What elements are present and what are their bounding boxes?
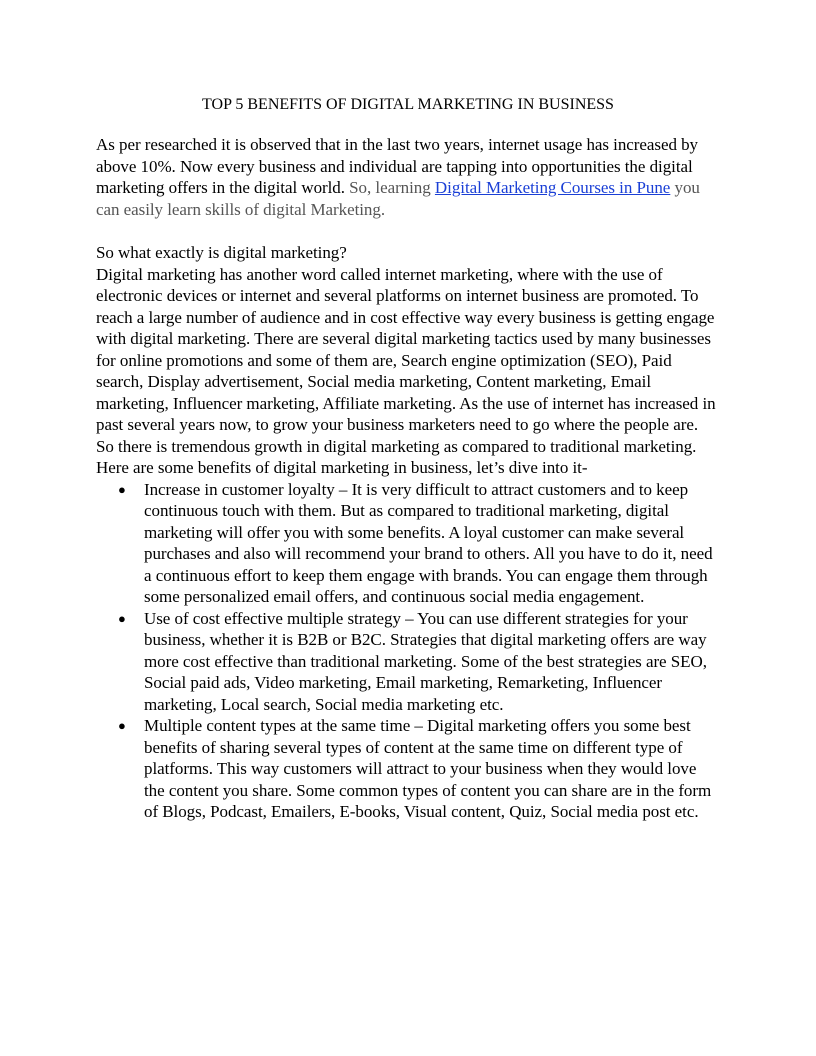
list-item [96,608,720,716]
intro-text: As per researched it is observed that in the last two years, internet usage has increased by above 10%. Now every business and individual are tapping into opportunities the digital marketing offers in the digital world. [96,135,698,197]
intro-tail: you can easily learn skills of digital Marketing. [96,178,700,219]
question-heading: So what exactly is digital marketing? [96,243,347,262]
benefit-text: Multiple content types at the same time – Digital marketing offers you some best benefits of sharing several types of content at the same time on different type of platforms. This way customers will attract to your business when they would love the content you share. Some common types of content you can share are in the form of Blogs, Podcast, Emailers, E-books, Visual content, Quiz, Social media post etc. [144,716,712,821]
benefits-list [96,479,720,823]
bullet-icon: ● [118,718,126,733]
definition-paragraph: Digital marketing has another word called internet marketing, where with the use of electronic devices or internet and several platforms on internet business are promoted. To reach a large number of audience and in cost effective way every business is getting engage with digital marketing. There are several digital marketing tactics used by many businesses for online promotions and some of them are, Search engine optimization (SEO), Paid search, Display advertisement, Social media marketing, Content marketing, Email marketing, Influencer marketing, Affiliate marketing. As the use of internet has increased in past several years now, to grow your business marketers need to go where the people are. So there is tremendous growth in digital marketing as compared to traditional marketing. [96,264,716,456]
bullet-icon: ● [118,481,126,497]
benefit-text: Increase in customer loyalty – It is very difficult to attract customers and to keep continuous touch with them. But as compared to traditional marketing, digital marketing will offer you with some benefits. A loyal customer can make several purchases and also will recommend your brand to others. All you have to do it, need a continuous effort to keep them engage with brands. You can engage them through some personalized email offers, and continuous social media engagement. [144,479,713,606]
course-link[interactable]: Digital Marketing Courses in Pune [434,178,671,197]
spacer [96,220,720,242]
list-item [96,715,720,823]
list-item [96,479,720,608]
intro-lead: So, learning [349,178,431,197]
page-title: TOP 5 BENEFITS OF DIGITAL MARKETING IN BUSINESS [202,96,614,113]
benefit-text: Use of cost effective multiple strategy – You can use different strategies for your business, whether it is B2B or B2C. Strategies that digital marketing offers are way more cost effective than traditional marketing. Some of the best strategies are SEO, Social paid ads, Video marketing, Email marketing, Remarketing, Influencer marketing, Local search, Social media marketing etc. [144,608,707,714]
bullet-icon: ● [118,610,126,626]
intro-paragraph [96,134,720,220]
benefits-intro: Here are some benefits of digital marketing in business, let’s dive into it- [96,458,588,477]
